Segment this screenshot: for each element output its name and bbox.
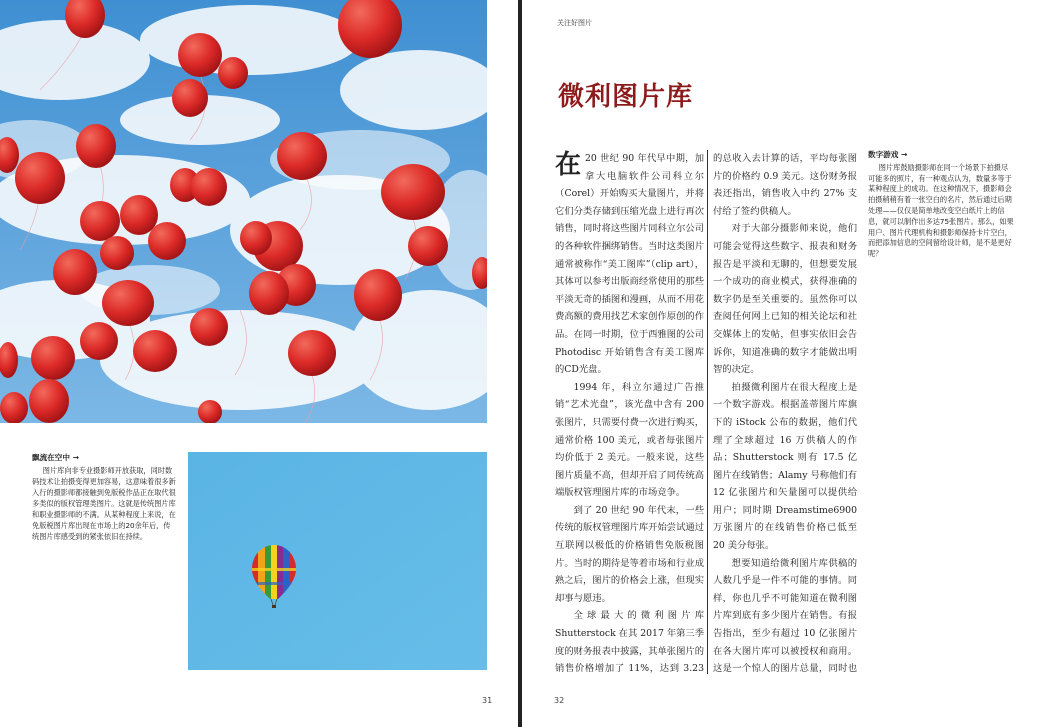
text-column-1: [555, 150, 704, 678]
left-page: [0, 0, 518, 727]
running-head: 关注好图片: [557, 19, 592, 27]
paragraph: 1994 年，科立尔通过广告推销“艺术光盘”，该光盘中含有 200 张图片，只需要付费一次进行购买，通常价格 100 美元，或者每张图片均价低于 2 美元。一般来说，这些图片质量不高，但却开启了同传统高端版权管理图片库的市场竞争。: [555, 381, 704, 499]
text-column-2: [713, 150, 857, 678]
sidebar-body: 图片库鼓励摄影师在同一个场景下拍摄尽可能多的照片，有一种观点认为，数量多等于某种程度上的成功。在这种情况下，摄影师会拍摄稍稍有着一张空白的名片，然后通过后期处理——仅仅是简单地改变空白纸片上的信息，就可以制作出多达75张图片。那么，如果用户、图片代理机构和摄影师保持卡片空白，而把添加信息的空间留给设计师，是不是更好呢？: [868, 162, 1014, 259]
paragraph: 想要知道给微利图片库供稿的人数几乎是一件不可能的事情。同样，你也几乎不可能知道在微利图片库到底有多少图片在销售。有报告指出，至少有超过 10 亿张图片在各大图片库可以被授权和商用。这是一个惊人的图片总量，同时也: [713, 557, 857, 675]
column-divider: [707, 150, 708, 674]
sidebar-note: [868, 150, 1014, 260]
page-number-left: 31: [482, 696, 493, 705]
paragraph: 拍摄微利图片在很大程度上是一个数字游戏。根据盖蒂图片库旗下的 iStock 公布的数据，他们代理了全球超过 16 万供稿人的作品；Shutterstock 则有 17.5 亿图片在线销售；Alamy 号称他们有 12 亿张图片和矢量图可以提供给用户；同时期 Dreamstime6900 万张图片的在线销售价格已低至 20 美分每张。: [713, 381, 857, 552]
hot-air-balloon-photo: [188, 452, 487, 670]
paragraph: 对于大部分摄影师来说，他们可能会觉得这些数字、报表和财务报告是平淡和无聊的，但想要发展一个成功的商业模式，获得准确的数字仍是至关重要的。虽然你可以查阅任何网上已知的相关论坛和社交媒体上的发帖，但事实依旧会告诉你，知道准确的数字才能做出明智的决定。: [713, 223, 857, 376]
caption-body: 图片库向非专业摄影师开放获取，同时数码技术让拍摄变得更加容易，这意味着很多新入行的摄影师都接触到免版税作品正在取代很多类似的版权管理类图片。这就是传统图片库和职业摄影师的不满。从某种程度上来说，在免版税图片库出现在市场上的20余年后，传统图片库感受到的紧张依旧在持续。: [32, 466, 176, 541]
caption-title: 飘流在空中 →: [32, 453, 79, 462]
paragraph: 到了 20 世纪 90 年代末，一些传统的版权管理图片库开始尝试通过互联网以极低的价格销售免版税图片。当时的期待是等着市场和行业成熟之后，图片的价格会上涨，但现实却事与愿违。: [555, 504, 704, 604]
red-balloons-photo: [0, 0, 487, 423]
right-page: [522, 0, 1041, 727]
balloon-photo-svg: [0, 0, 487, 423]
hot-air-balloon-svg: [188, 452, 487, 670]
photo-caption: [32, 452, 177, 542]
drop-cap: 在: [555, 150, 582, 180]
paragraph: 全球最大的微利图片库 Shutterstock 在其 2017 年第三季度的财务报表中披露，其单张图片的销售价格增加了 11%，达到 3.23: [555, 610, 704, 675]
sidebar-title: 数字游戏 →: [868, 150, 908, 159]
paragraph: 的总收入去计算的话，平均每张图片的价格约 0.9 美元。这份财务报表还指出，销售收入中约 27% 支付给了签约供稿人。: [713, 153, 857, 217]
article-title: 微利图片库: [558, 82, 694, 112]
page-number-right: 32: [554, 696, 565, 705]
paragraph: 在 20 世纪 90 年代早中期，加拿大电脑软件公司科立尔（Corel）开始购买大量图片，并将它们分类存储到压缩光盘上进行再次销售，同时将这些图片同科立尔公司的各种软件捆绑销售。当时这类图片通常被称作“美工图库”（clip art），其体可以参考出版商经常使用的那些平淡无奇的插图和漫画，从而不用花费高额的费用找艺术家创作原创的作品。在同一时期，位于西雅图的公司 Photodisc 开始销售含有美工图库的CD光盘。: [555, 150, 704, 376]
